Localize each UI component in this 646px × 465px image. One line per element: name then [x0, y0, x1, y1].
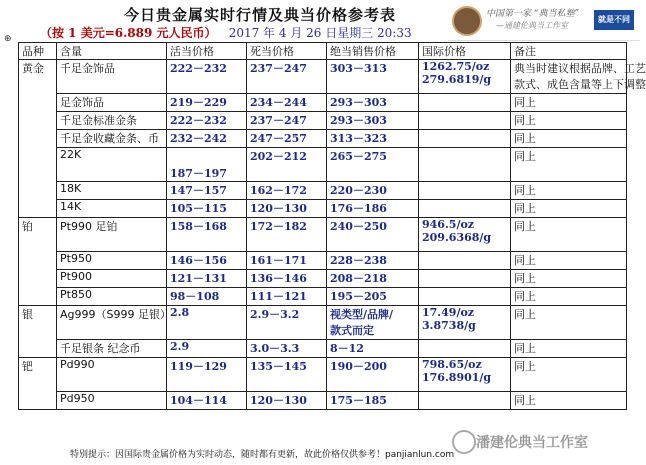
intl-price-cell	[419, 306, 511, 340]
content-cell	[57, 252, 167, 270]
live-price-cell	[167, 306, 247, 340]
sale-price-cell	[327, 306, 419, 340]
dead-price-cell-text: 2.9－3.2	[250, 308, 300, 321]
sale-price-cell-text: 313－323	[330, 132, 387, 145]
note-cell	[511, 288, 627, 306]
content-cell-text: 千足金收藏金条、币	[60, 132, 159, 145]
intl-price-cell-text-line2: 209.6368/g	[422, 231, 492, 244]
live-price-cell-text: 121－131	[170, 272, 227, 285]
sale-price-cell	[327, 340, 419, 358]
content-cell-text: Pt850	[60, 288, 92, 301]
table-row	[19, 148, 627, 182]
sale-price-cell	[327, 148, 419, 182]
sale-price-cell-text: 190－200	[330, 360, 387, 373]
table-anchor-icon[interactable]: ⊕	[4, 34, 12, 44]
header-intl-price: 国际价格	[419, 43, 511, 60]
dead-price-cell	[247, 392, 327, 410]
live-price-cell	[167, 112, 247, 130]
note-cell	[511, 218, 627, 252]
dead-price-cell-text: 202－212	[250, 150, 307, 163]
intl-price-cell	[419, 60, 511, 94]
dead-price-cell-text: 247－257	[250, 132, 307, 145]
watermark-emblem-icon	[452, 430, 476, 454]
content-cell	[57, 288, 167, 306]
sale-price-cell-text: 视类型/品牌/	[330, 308, 394, 321]
content-cell-text: 千足金标准金条	[60, 114, 137, 127]
sale-price-cell-text: 195－205	[330, 290, 387, 303]
dead-price-cell-text: 172－182	[250, 220, 307, 233]
dead-price-cell	[247, 306, 327, 340]
header-dead-price: 死当价格	[247, 43, 327, 60]
header-note: 备注	[511, 43, 627, 60]
sale-price-cell	[327, 392, 419, 410]
live-price-cell	[167, 340, 247, 358]
dead-price-cell	[247, 200, 327, 218]
table-row	[19, 252, 627, 270]
sale-price-cell	[327, 200, 419, 218]
note-cell	[511, 94, 627, 112]
content-cell	[57, 358, 167, 392]
category-cell: 银	[19, 306, 57, 358]
table-row	[19, 112, 627, 130]
intl-price-cell-text-line2: 3.8738/g	[422, 319, 476, 332]
content-cell	[57, 148, 167, 182]
sale-price-cell-text: 175－185	[330, 394, 387, 407]
note-cell-text: 同上	[514, 394, 536, 407]
note-cell	[511, 358, 627, 392]
table-row	[19, 306, 627, 340]
intl-price-cell-text-line2: 279.6819/g	[422, 73, 492, 86]
live-price-cell	[167, 270, 247, 288]
footer-notice: 特别提示：因国际贵金属价格为实时动态，随时都有更新，故此价格仅供参考！panjianlun.com	[70, 450, 455, 460]
live-price-cell-text: 98－108	[170, 290, 220, 303]
content-cell	[57, 218, 167, 252]
note-cell-text: 同上	[514, 114, 536, 127]
intl-price-cell	[419, 112, 511, 130]
intl-price-cell-text-line2: 176.8901/g	[422, 371, 492, 384]
note-cell	[511, 252, 627, 270]
date-text: 2017 年 4 月 26 日星期三 20:33	[228, 26, 412, 40]
table-row	[19, 60, 627, 94]
note-cell-text: 同上	[514, 184, 536, 197]
sale-price-cell	[327, 60, 419, 94]
live-price-cell	[167, 182, 247, 200]
content-cell	[57, 200, 167, 218]
content-cell	[57, 130, 167, 148]
dead-price-cell	[247, 130, 327, 148]
note-cell-text: 同上	[514, 220, 536, 233]
table-row	[19, 288, 627, 306]
dead-price-cell-text: 136－146	[250, 272, 307, 285]
dead-price-cell	[247, 60, 327, 94]
live-price-cell	[167, 130, 247, 148]
note-cell-text: 同上	[514, 132, 536, 145]
content-cell	[57, 94, 167, 112]
sale-price-cell	[327, 94, 419, 112]
intl-price-cell	[419, 218, 511, 252]
note-cell	[511, 148, 627, 182]
table-row	[19, 200, 627, 218]
category-cell: 钯	[19, 358, 57, 410]
note-cell-text: 同上	[514, 96, 536, 109]
dead-price-cell	[247, 340, 327, 358]
content-cell-text: Pt900	[60, 270, 92, 283]
intl-price-cell	[419, 358, 511, 392]
table-header-row	[19, 43, 627, 60]
table-row	[19, 218, 627, 252]
dead-price-cell	[247, 252, 327, 270]
table-row	[19, 182, 627, 200]
table-row	[19, 392, 627, 410]
note-cell-text: 同上	[514, 272, 536, 285]
live-price-cell-text: 147－157	[170, 184, 227, 197]
dead-price-cell-text: 161－171	[250, 254, 307, 267]
note-cell	[511, 60, 646, 94]
sale-price-cell-text: 303－313	[330, 62, 387, 75]
sale-price-cell-text: 265－275	[330, 150, 387, 163]
content-cell	[57, 182, 167, 200]
sale-price-cell-text: 176－186	[330, 202, 387, 215]
sale-price-cell	[327, 288, 419, 306]
sale-price-cell	[327, 358, 419, 392]
intl-price-cell	[419, 94, 511, 112]
live-price-cell	[167, 148, 247, 182]
table-row	[19, 270, 627, 288]
content-cell-text: 14K	[60, 200, 82, 213]
note-cell-text: 同上	[514, 308, 536, 321]
content-cell	[57, 306, 171, 340]
dead-price-cell-text: 120－130	[250, 394, 307, 407]
note-cell-text: 同上	[514, 150, 536, 163]
dead-price-cell	[247, 94, 327, 112]
sale-price-cell-text-line2: 款式而定	[330, 324, 374, 337]
note-cell-text: 同上	[514, 202, 536, 215]
content-cell-text: 足金饰品	[60, 96, 104, 109]
live-price-cell	[167, 392, 247, 410]
content-cell-text: 千足金饰品	[60, 62, 115, 75]
note-cell	[511, 182, 627, 200]
content-cell-text: 18K	[60, 182, 82, 195]
note-cell-text: 同上	[514, 254, 536, 267]
sale-price-cell-text: 293－303	[330, 114, 387, 127]
intl-price-cell	[419, 288, 511, 306]
logo-emblem-icon	[452, 6, 482, 36]
dead-price-cell-text: 234－244	[250, 96, 307, 109]
intl-price-cell	[419, 130, 511, 148]
note-cell-text: 典当时建议根据品牌、工艺	[514, 62, 646, 75]
content-cell	[57, 60, 167, 94]
intl-price-cell-text: 1262.75/oz	[422, 60, 490, 73]
note-cell	[511, 306, 627, 340]
live-price-cell-text: 104－114	[170, 394, 227, 407]
intl-price-cell-text: 17.49/oz	[422, 306, 475, 319]
content-cell-text: Pt950	[60, 252, 92, 265]
live-price-cell-text: 187－197	[170, 167, 227, 180]
live-price-cell-text: 105－115	[170, 202, 227, 215]
logo-line2: —通建伦典当工作室	[496, 21, 568, 30]
sale-price-cell	[327, 182, 419, 200]
page-title: 今日贵金属实时行情及典当价格参考表	[123, 6, 396, 24]
intl-price-cell	[419, 148, 511, 182]
content-cell-text: Pd950	[60, 392, 95, 405]
sale-price-cell	[327, 270, 419, 288]
table-row	[19, 358, 627, 392]
dead-price-cell	[247, 218, 327, 252]
sale-price-cell-text: 208－218	[330, 272, 387, 285]
content-cell	[57, 340, 167, 358]
dead-price-cell-text: 162－172	[250, 184, 307, 197]
intl-price-cell	[419, 270, 511, 288]
content-cell	[57, 112, 167, 130]
dead-price-cell	[247, 182, 327, 200]
content-cell-text: Pd990	[60, 358, 95, 371]
live-price-cell-text: 2.8	[170, 306, 190, 319]
dead-price-cell	[247, 358, 327, 392]
table-row	[19, 130, 627, 148]
header-sale-price: 绝当销售价格	[327, 43, 419, 60]
dead-price-cell	[247, 270, 327, 288]
sale-price-cell-text: 293－303	[330, 96, 387, 109]
dead-price-cell-text: 237－247	[250, 62, 307, 75]
price-table	[18, 42, 646, 410]
dead-price-cell-text: 135－145	[250, 360, 307, 373]
logo-line1: 中国第一家 “典当私塾”	[486, 9, 580, 19]
live-price-cell	[167, 288, 247, 306]
table-row	[19, 340, 627, 358]
header-category: 品种	[19, 43, 57, 60]
note-cell	[511, 392, 627, 410]
content-cell	[57, 392, 167, 410]
note-cell	[511, 112, 627, 130]
live-price-cell-text: 222－232	[170, 62, 227, 75]
sale-price-cell-text: 8－12	[330, 342, 364, 355]
logo-badge: 就是不同	[594, 10, 634, 30]
sale-price-cell	[327, 252, 419, 270]
live-price-cell-text: 146－156	[170, 254, 227, 267]
table-row	[19, 94, 627, 112]
dead-price-cell	[247, 288, 327, 306]
dead-price-cell	[247, 112, 327, 130]
header-content: 含量	[57, 43, 167, 60]
dead-price-cell	[247, 148, 327, 182]
live-price-cell-text: 119－129	[170, 360, 227, 373]
watermark-text: 潘建伦典当工作室	[476, 435, 588, 451]
sale-price-cell	[327, 112, 419, 130]
intl-price-cell	[419, 392, 511, 410]
content-cell-text: 22K	[60, 148, 82, 161]
note-cell-text-line2: 款式、成色含量等上下调整	[514, 78, 646, 91]
live-price-cell	[167, 60, 247, 94]
exchange-rate-text: （按 1 美元=6.889 元人民币）	[40, 26, 217, 40]
content-cell-text: 千足银条 纪念币	[60, 342, 141, 355]
intl-price-cell	[419, 200, 511, 218]
live-price-cell	[167, 252, 247, 270]
note-cell-text: 同上	[514, 360, 536, 373]
header-live-price: 活当价格	[167, 43, 247, 60]
note-cell	[511, 340, 627, 358]
note-cell	[511, 200, 627, 218]
content-cell-text: Pt990 足铂	[60, 220, 118, 233]
sale-price-cell-text: 240－250	[330, 220, 387, 233]
live-price-cell	[167, 218, 247, 252]
intl-price-cell-text: 798.65/oz	[422, 358, 482, 371]
sale-price-cell-text: 220－230	[330, 184, 387, 197]
dead-price-cell-text: 3.0－3.3	[250, 342, 300, 355]
live-price-cell	[167, 358, 247, 392]
studio-logo	[448, 0, 640, 41]
intl-price-cell	[419, 182, 511, 200]
live-price-cell	[167, 94, 247, 112]
live-price-cell-text: 219－229	[170, 96, 227, 109]
note-cell	[511, 270, 627, 288]
dead-price-cell-text: 237－247	[250, 114, 307, 127]
sale-price-cell	[327, 130, 419, 148]
dead-price-cell-text: 120－130	[250, 202, 307, 215]
note-cell	[511, 130, 627, 148]
live-price-cell-text: 158－168	[170, 220, 227, 233]
intl-price-cell-text: 946.5/oz	[422, 218, 475, 231]
intl-price-cell	[419, 252, 511, 270]
live-price-cell-text: 2.9	[170, 340, 190, 353]
live-price-cell-text: 222－232	[170, 114, 227, 127]
dead-price-cell-text: 111－121	[250, 290, 307, 303]
note-cell-text: 同上	[514, 342, 536, 355]
intl-price-cell	[419, 340, 511, 358]
content-cell	[57, 270, 167, 288]
live-price-cell-text: 232－242	[170, 132, 227, 145]
category-cell: 铂	[19, 218, 57, 306]
note-cell-text: 同上	[514, 290, 536, 303]
sale-price-cell-text: 228－238	[330, 254, 387, 267]
category-cell: 黄金	[19, 60, 57, 218]
content-cell-text: Ag999（S999 足银）	[60, 308, 171, 321]
sale-price-cell	[327, 218, 419, 252]
live-price-cell	[167, 200, 247, 218]
